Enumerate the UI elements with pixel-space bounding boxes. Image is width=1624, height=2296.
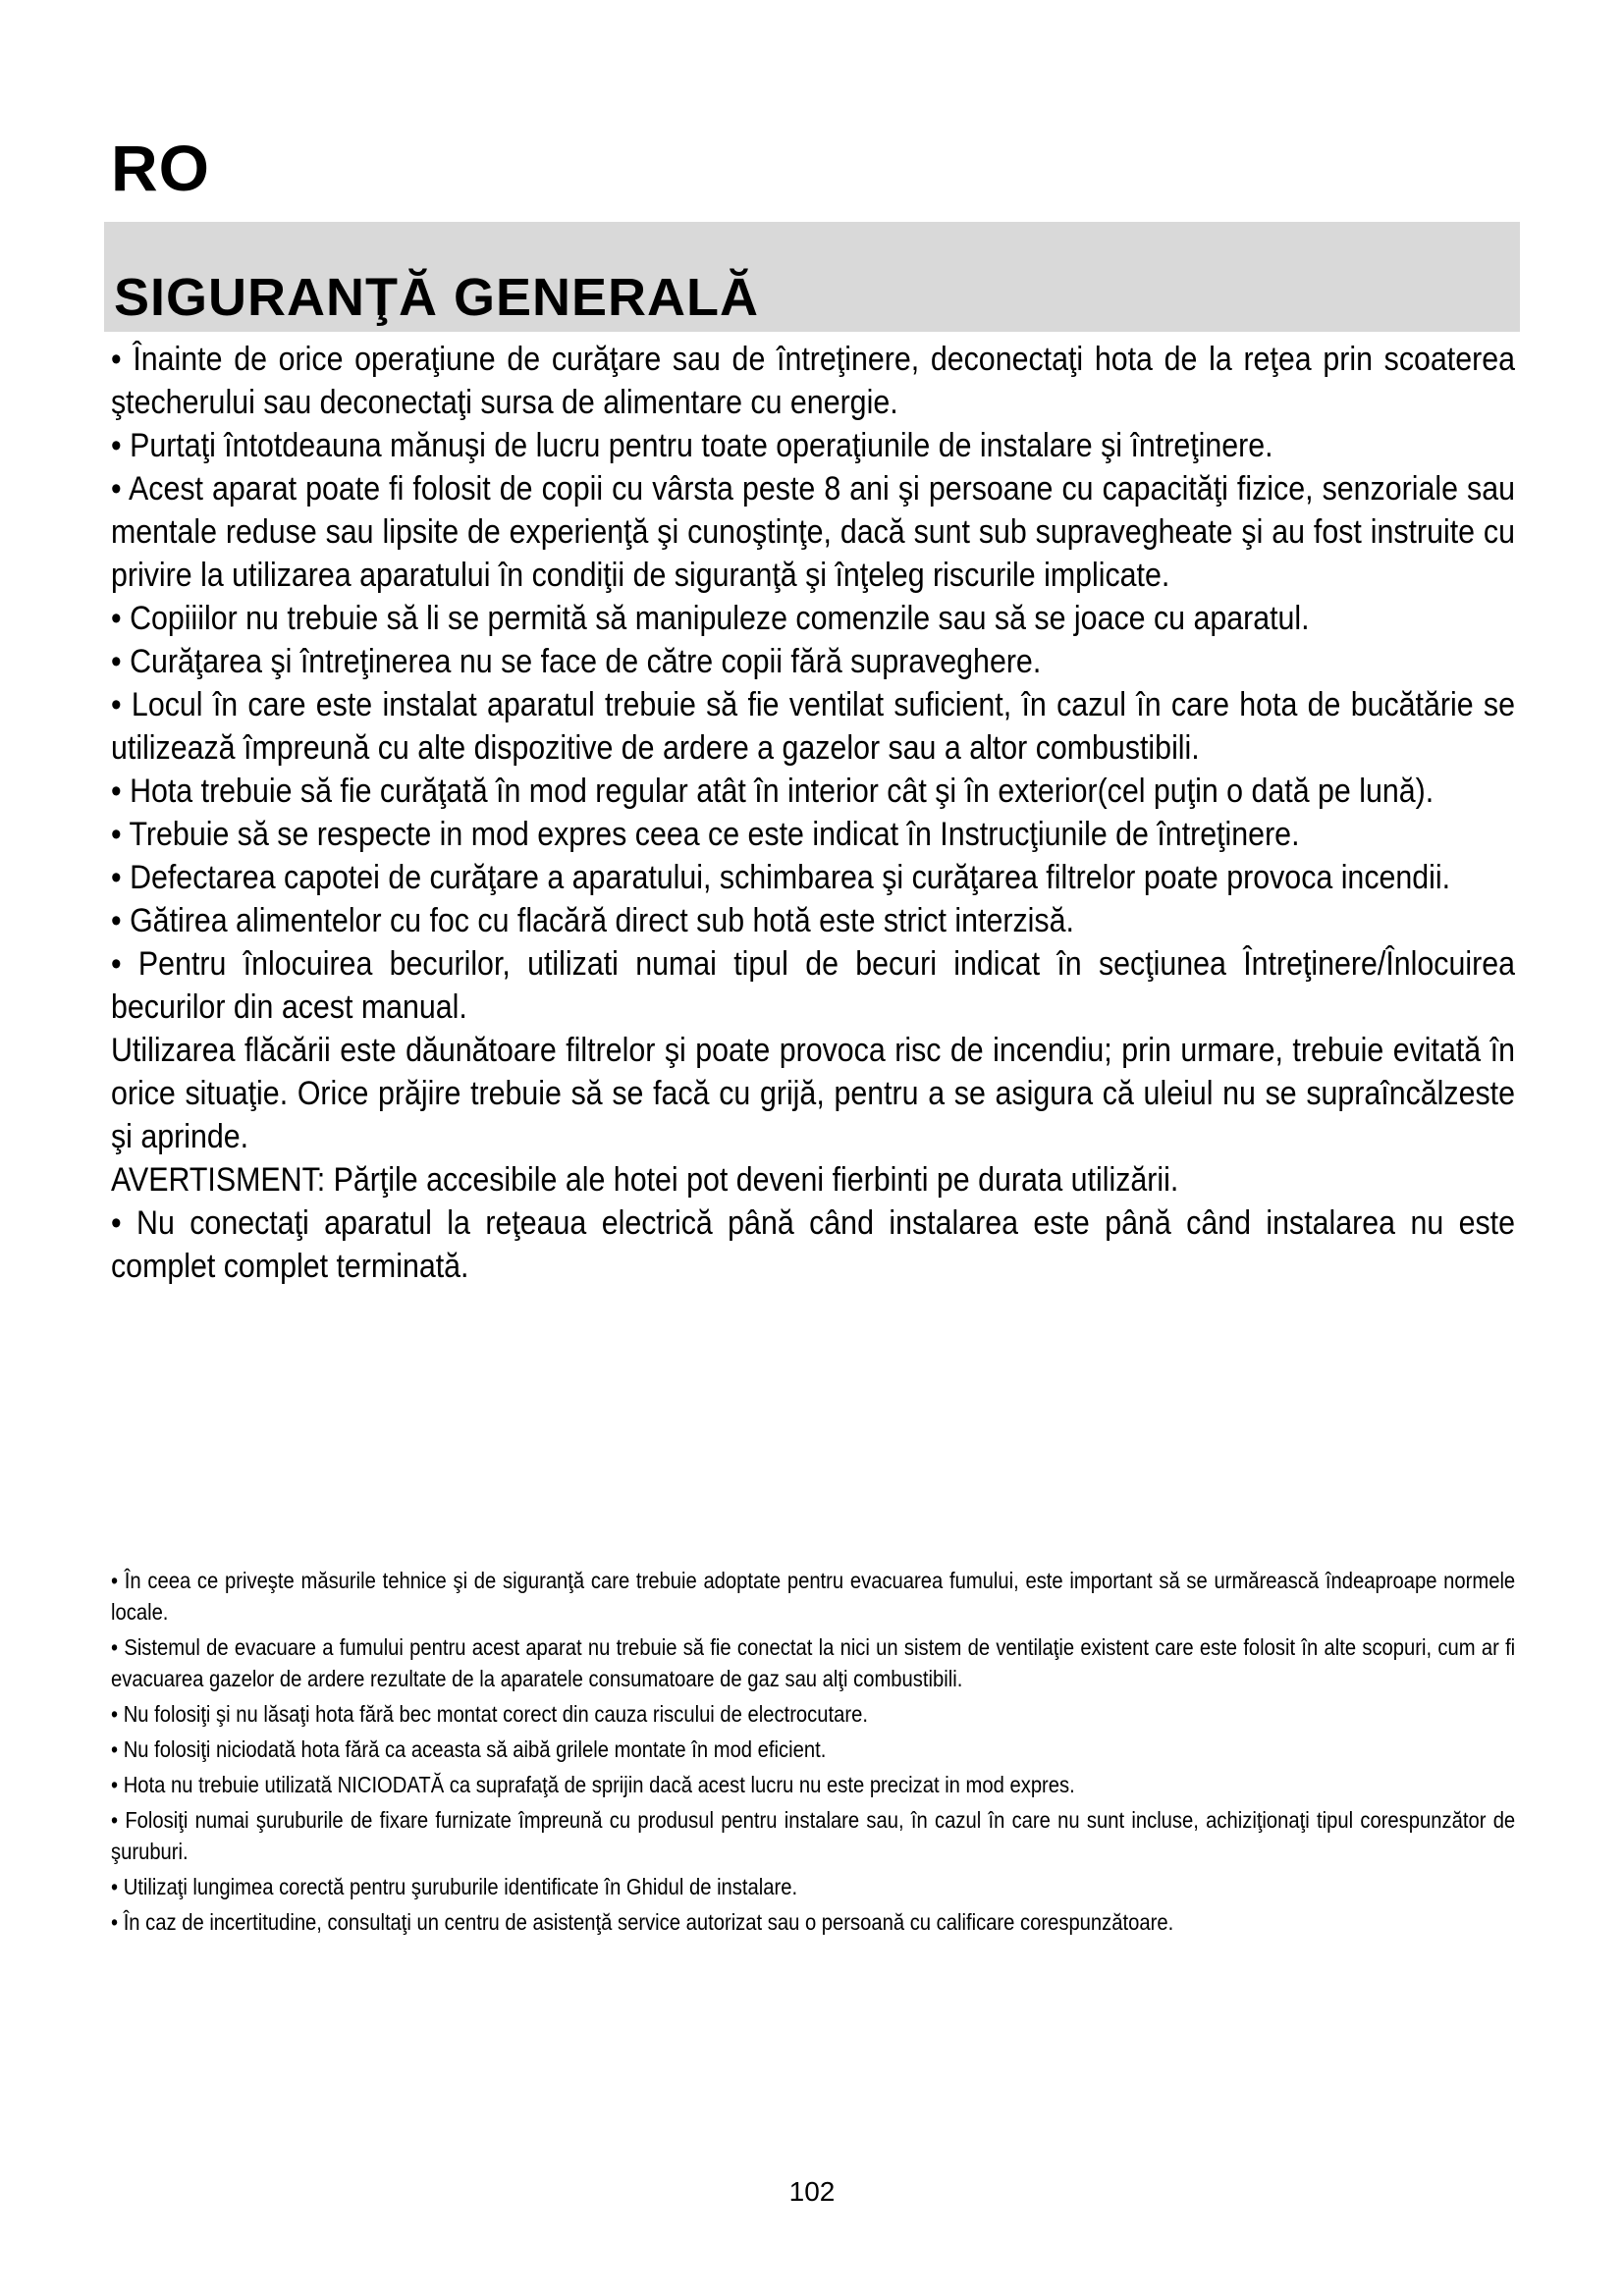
safety-note: • Nu folosiţi niciodată hota fără ca aceasta să aibă grilele montate în mod eficient. xyxy=(111,1736,827,1762)
safety-item: • Trebuie să se respecte in mod expres ceea ce este indicat în Instrucţiunile de întreţinere. xyxy=(111,816,1300,853)
safety-item: • Hota trebuie să fie curăţată în mod regular atât în interior cât şi în exterior(cel puţin o dată pe lună). xyxy=(111,773,1435,810)
safety-note: • În ceea ce priveşte măsurile tehnice şi de siguranţă care trebuie adoptate pentru evacuarea fumului, este important să se urmărească îndeaproape normele locale. xyxy=(111,1568,1516,1625)
safety-paragraph: Utilizarea flăcării este dăunătoare filtrelor şi poate provoca risc de incendiu; prin urmare, trebuie evitată în orice situaţie. Orice prăjire trebuie să se facă cu grijă, pentru a se asigura că uleiul nu se supraîncălzeste şi aprinde. xyxy=(111,1032,1515,1155)
page-number: 102 xyxy=(788,2176,836,2207)
safety-note: • Folosiţi numai şuruburile de fixare furnizate împreună cu produsul pentru instalare sau, în cazul în care nu sunt incluse, achiziţionaţi tipul corespunzător de şuruburi. xyxy=(111,1807,1516,1864)
safety-note: • Hota nu trebuie utilizată NICIODATĂ ca suprafaţă de sprijin dacă acest lucru nu este precizat in mod expres. xyxy=(111,1772,1075,1797)
safety-item: • Acest aparat poate fi folosit de copii cu vârsta peste 8 ani şi persoane cu capacităţi fizice, senzoriale sau mentale reduse sau lipsite de experienţă şi cunoştinţe, dacă sunt sub supravegheate şi au fost instruite cu privire la utilizarea aparatului în condiţii de siguranţă şi înţeleg riscurile implicate. xyxy=(111,470,1515,594)
safety-item: • Pentru înlocuirea becurilor, utilizati numai tipul de becuri indicat în secţiunea Întreţinere/Înlocuirea becurilor din acest manual. xyxy=(111,945,1515,1026)
safety-item: • Gătirea alimentelor cu foc cu flacără direct sub hotă este strict interzisă. xyxy=(111,902,1074,939)
secondary-safety-list xyxy=(111,1565,1515,1942)
safety-item: • Purtaţi întotdeauna mănuşi de lucru pentru toate operaţiunile de instalare şi întreţinere. xyxy=(111,427,1273,464)
section-title: SIGURANŢĂ GENERALĂ xyxy=(114,268,760,327)
safety-item: • Înainte de orice operaţiune de curăţare sau de întreţinere, deconectaţi hota de la reţea prin scoaterea ştecherului sau deconectaţi sursa de alimentare cu energie. xyxy=(111,341,1515,421)
safety-note: • În caz de incertitudine, consultaţi un centru de asistenţă service autorizat sau o persoană cu calificare corespunzătoare. xyxy=(111,1909,1174,1935)
safety-item: • Locul în care este instalat aparatul trebuie să fie ventilat suficient, în cazul în care hota de bucătărie se utilizează împreună cu alte dispozitive de ardere a gazelor sau a altor combustibili. xyxy=(111,686,1515,767)
warning-text: AVERTISMENT: Părţile accesibile ale hotei pot deveni fierbinti pe durata utilizării. xyxy=(111,1161,1179,1199)
main-safety-list xyxy=(111,338,1515,1288)
section-title-bar xyxy=(104,222,1520,332)
language-code: RO xyxy=(111,132,210,204)
safety-item: • Copiiilor nu trebuie să li se permită să manipuleze comenzile sau să se joace cu aparatul. xyxy=(111,600,1310,637)
safety-note: • Sistemul de evacuare a fumului pentru acest aparat nu trebuie să fie conectat la nici un sistem de ventilaţie existent care este folosit în alte scopuri, cum ar fi evacuarea gazelor de ardere rezultate de la aparatele consumatoare de gaz sau alţi combustibili. xyxy=(111,1634,1516,1691)
safety-item: • Nu conectaţi aparatul la reţeaua electrică până când instalarea este până când instalarea nu este complet complet terminată. xyxy=(111,1204,1515,1285)
safety-item: • Curăţarea şi întreţinerea nu se face de către copii fără supraveghere. xyxy=(111,643,1042,680)
safety-item: • Defectarea capotei de curăţare a aparatului, schimbarea şi curăţarea filtrelor poate provoca incendii. xyxy=(111,859,1451,896)
safety-note: • Nu folosiţi şi nu lăsaţi hota fără bec montat corect din cauza riscului de electrocutare. xyxy=(111,1701,868,1727)
safety-note: • Utilizaţi lungimea corectă pentru şuruburile identificate în Ghidul de instalare. xyxy=(111,1874,798,1899)
